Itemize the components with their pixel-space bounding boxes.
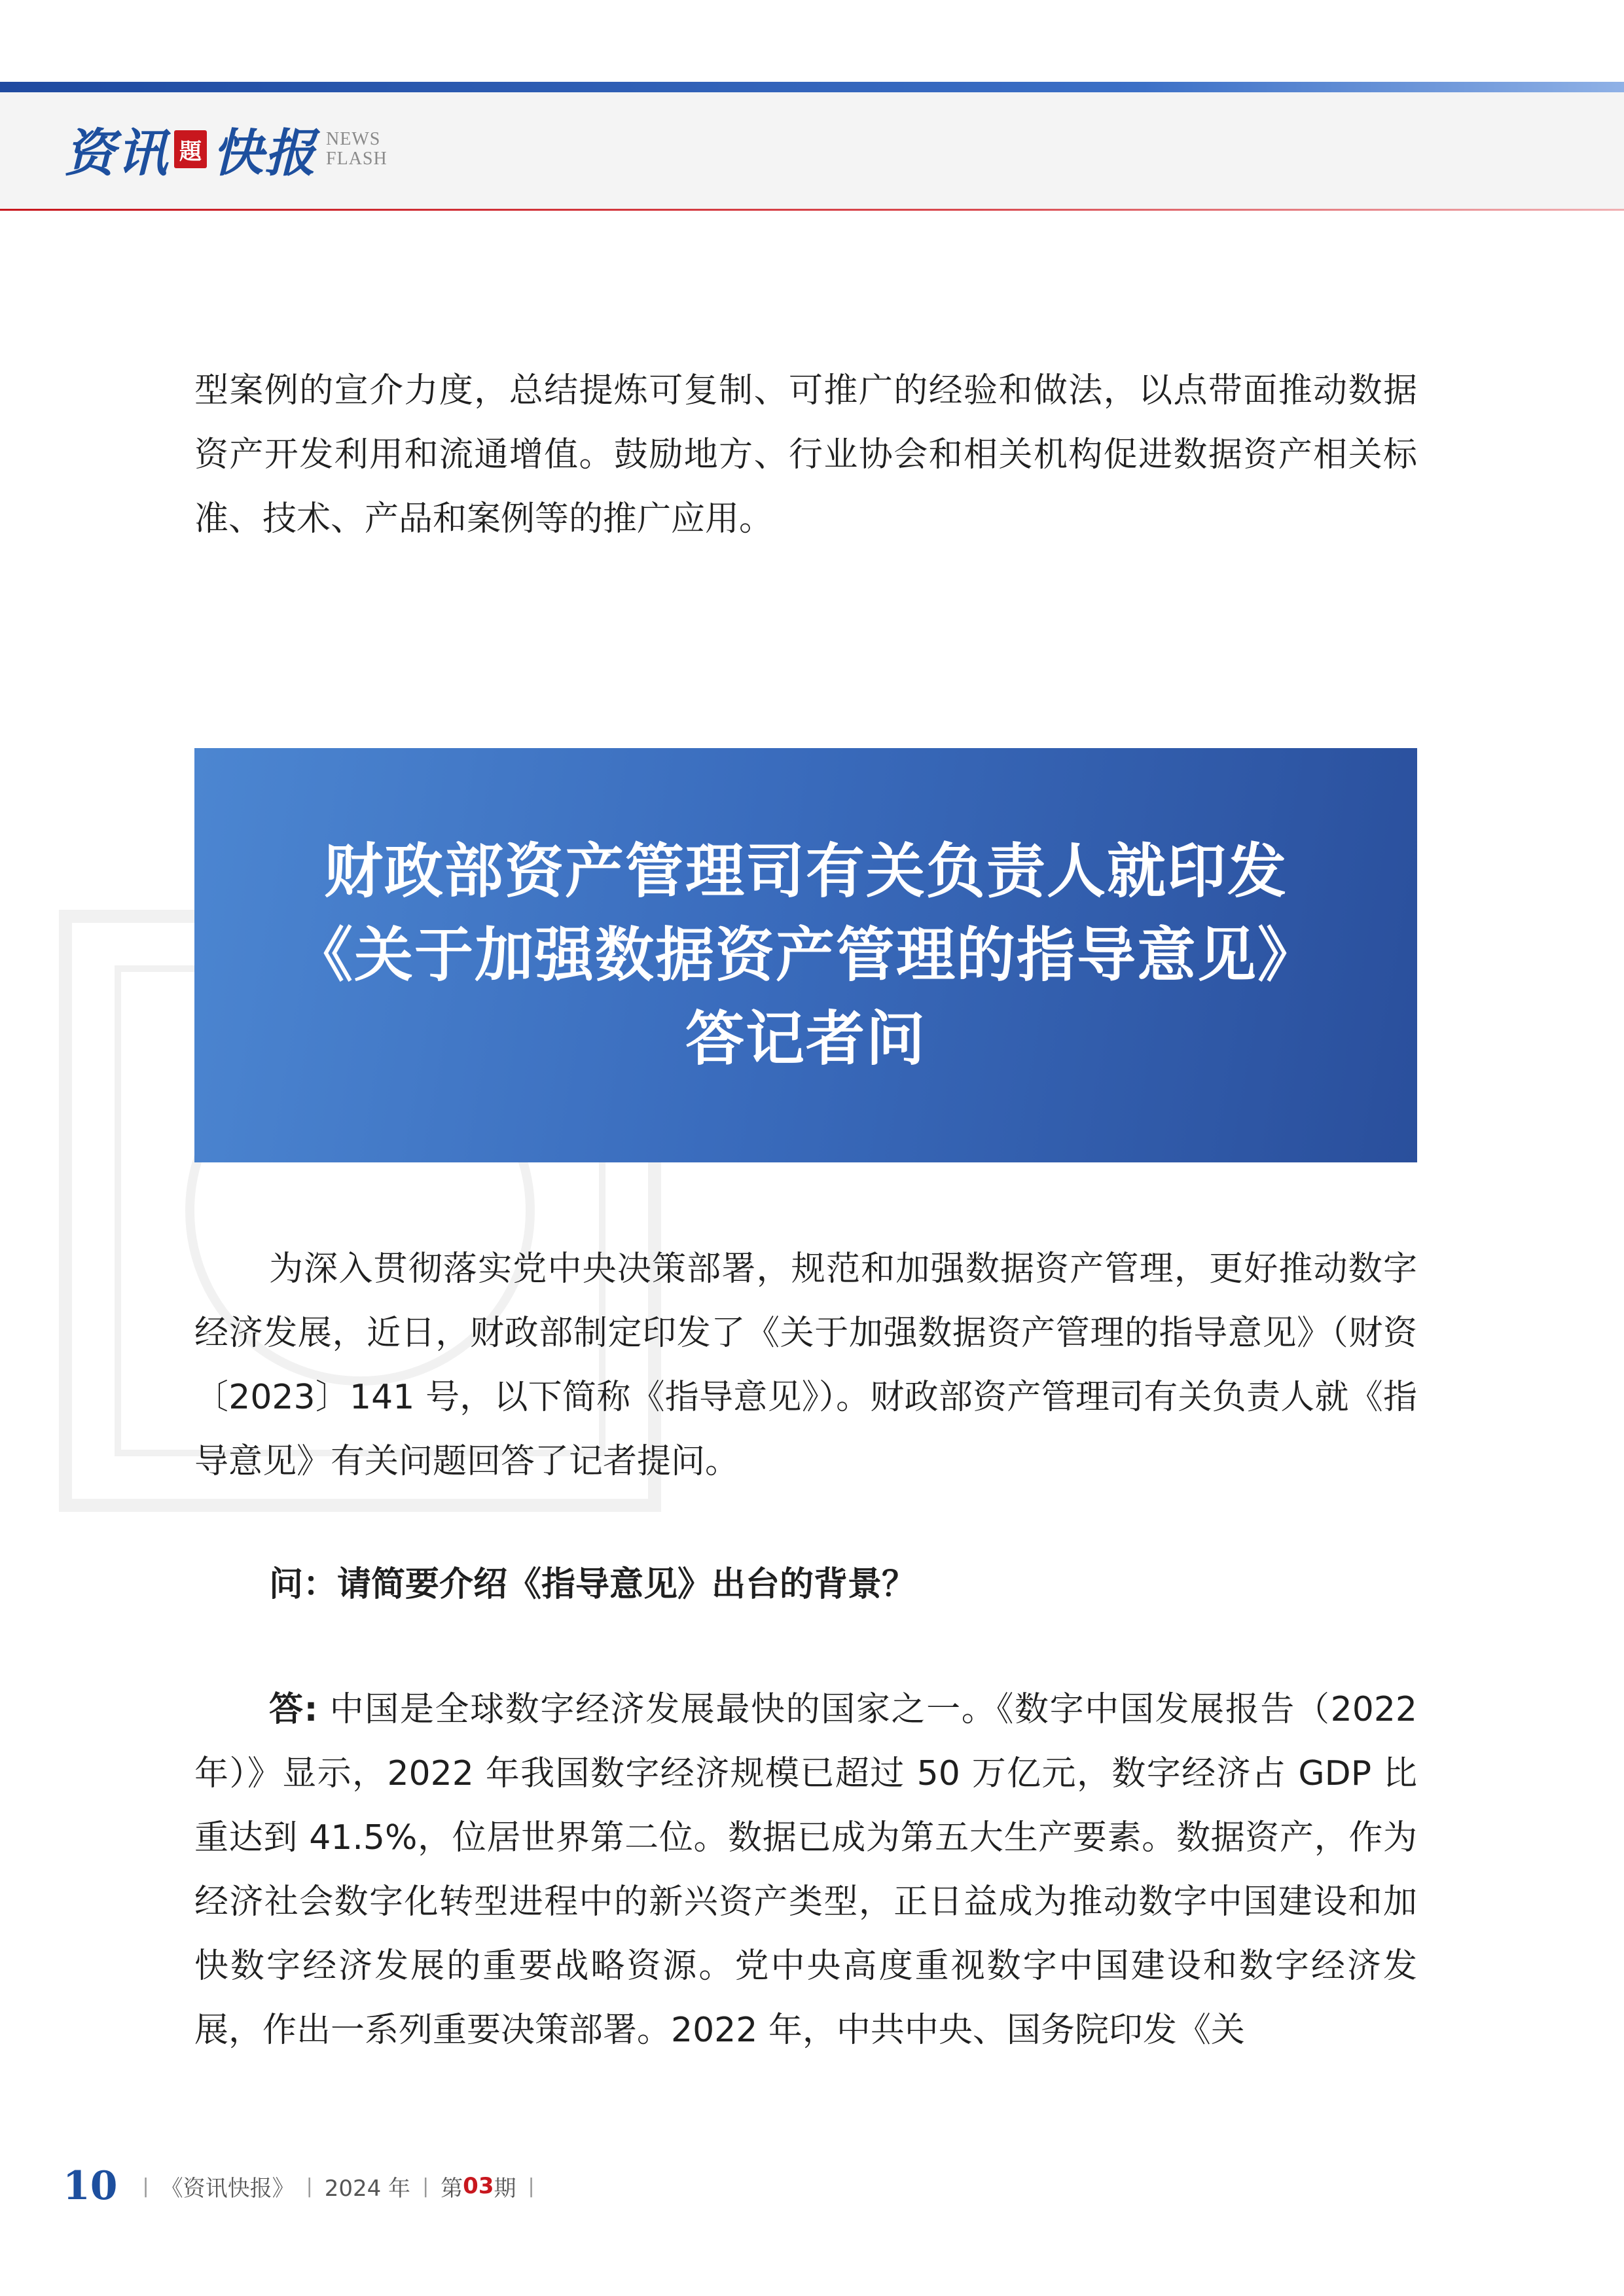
footer-year: 2024 年 [324,2175,411,2202]
masthead-word-right: 快报 [212,124,317,183]
masthead-english-line2: FLASH [326,149,388,169]
masthead-english [326,130,388,169]
header-red-rule [0,209,1624,211]
footer-publication: 《资讯快报》 [160,2175,295,2202]
question-heading [194,1552,1417,1617]
article-title-line3: 答记者问 [685,1004,926,1073]
footer-issue-suffix: 期 [494,2175,516,2202]
intro-paragraph: 型案例的宣介力度，总结提炼可复制、可推广的经验和做法，以点带面推动数据资产开发利用和流通增值。鼓励地方、行业协会和相关机构促进数据资产相关标准、技术、产品和案例等的推广应用。 [194,371,1417,539]
lead-paragraph: 为深入贯彻落实党中央决策部署，规范和加强数据资产管理，更好推动数字经济发展，近日，财政部制定印发了《关于加强数据资产管理的指导意见》（财资〔2023〕141 号，以下简称《指导意见》）。财政部资产管理司有关负责人就《指导意见》有关问题回答了记者提问。 [194,1249,1417,1481]
article-title-box [194,748,1417,1162]
footer-separator: | [306,2174,313,2198]
article-title-line2: 《关于加强数据资产管理的指导意见》 [294,920,1318,990]
answer-paragraph [194,1677,1417,2062]
footer-separator: | [422,2174,429,2198]
question-text: 问：请简要介绍《指导意见》出台的背景？ [269,1565,916,1604]
masthead-logo [64,110,388,188]
footer-separator: | [142,2174,149,2198]
page-number: 10 [63,2163,118,2209]
masthead-seal-icon: 題 [174,130,207,168]
footer-issue-prefix: 第 [441,2175,463,2202]
footer-issue-number: 03 [463,2173,494,2199]
article-title-line1: 财政部资产管理司有关负责人就印发 [324,836,1288,906]
header-blue-bar [0,82,1624,92]
masthead-english-line1: NEWS [326,129,381,149]
answer-label: 答: [269,1690,318,1729]
masthead-word-left: 资讯 [64,124,170,183]
answer-text: 中国是全球数字经济发展最快的国家之一。《数字中国发展报告（2022 年）》显示，2022 年我国数字经济规模已超过 50 万亿元，数字经济占 GDP 比重达到 41.5%，位居世界第二位。数据已成为第五大生产要素。数据资产，作为经济社会数字化转型进程中的新兴资产类型，正日益成为推动数字中国建设和加快数字经济发展的重要战略资源。党中央高度重视数字中国建设和数字经济发展，作出一系列重要决策部署。2022 年，中共中央、国务院印发《关 [194,1690,1417,2050]
page-footer [63,2163,547,2209]
footer-separator: | [528,2174,535,2198]
page-header [0,0,1624,216]
